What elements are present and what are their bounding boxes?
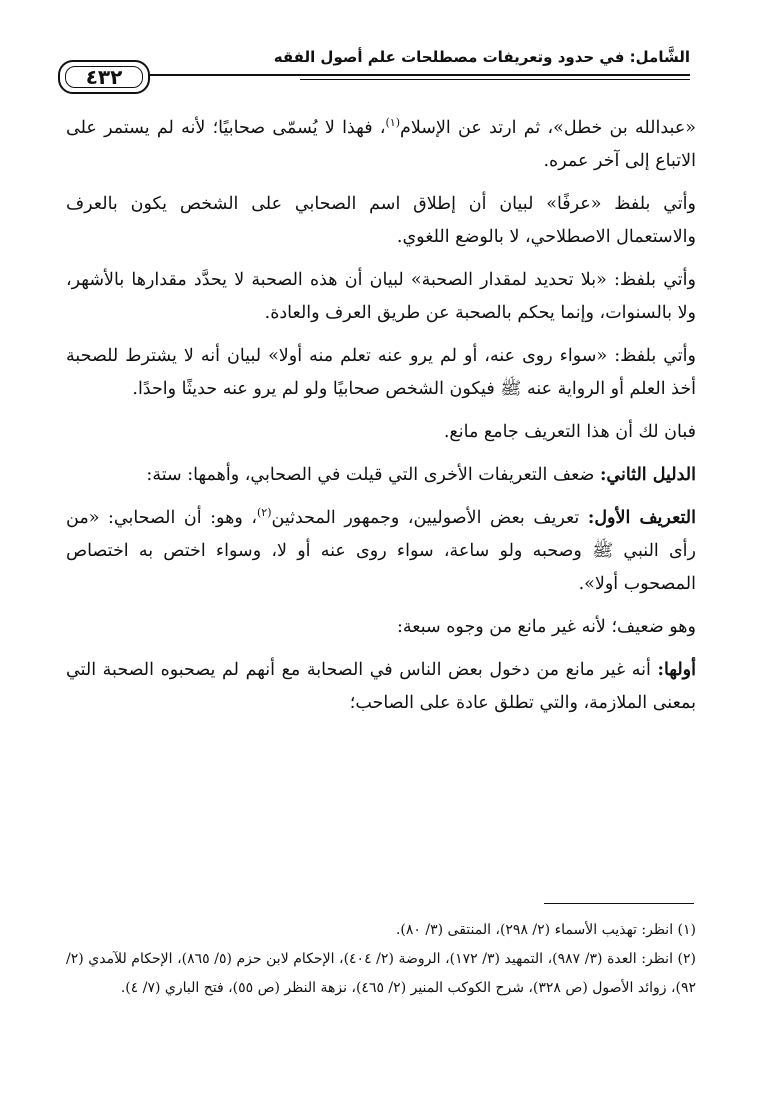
- header-rule: [300, 74, 690, 80]
- page-number: ٤٣٢: [85, 65, 123, 89]
- paragraph-8: وهو ضعيف؛ لأنه غير مانع من وجوه سبعة:: [397, 617, 696, 637]
- footnote-ref-1[interactable]: (١): [385, 116, 401, 130]
- paragraph-5: فبان لك أن هذا التعريف جامع مانع.: [443, 422, 696, 442]
- paragraph-3: وأتي بلفظ: «بلا تحديد لمقدار الصحبة» لبيان أن هذه الصحبة لا يحدَّد مقدارها بالأشهر، ولا بالسنوات، وإنما يحكم بالصحبة عن طريق العرف والعادة.: [66, 270, 696, 323]
- paragraph-6: الدليل الثاني: ضعف التعريفات الأخرى التي قيلت في الصحابي، وأهمها: ستة:: [146, 465, 696, 485]
- page-header: [58, 44, 690, 100]
- running-title: الشَّامل: في حدود وتعريفات مصطلحات علم أصول الفقه: [273, 48, 690, 66]
- lead-term: الدليل الثاني:: [599, 465, 696, 485]
- lead-term: التعريف الأول:: [587, 508, 696, 528]
- header-rule-left: [150, 74, 300, 76]
- footnotes: [66, 916, 696, 1003]
- main-text: [66, 112, 696, 730]
- paragraph-7: التعريف الأول: تعريف بعض الأصوليين، وجمهور المحدثين$^{(٢)}$، وهو: أن الصحابي: «من رأى النبي ﷺ وصحبه ولو ساعة، سواء روى عنه أو لا، وسواء اختص به اختصاص المصحوب أولا».: [66, 506, 696, 594]
- page-number-frame: [58, 60, 150, 94]
- footnote-2: (٢) انظر: العدة (٣/ ٩٨٧)، التمهيد (٣/ ١٧٢)، الروضة (٢/ ٤٠٤)، الإحكام لابن حزم (٥/ ٨٦٥)، الإحكام للآمدي (٢/ ٩٢)، زوائد الأصول (ص ٣٢٨)، شرح الكوكب المنير (٢/ ٤٦٥)، نزهة النظر (ص ٥٥)، فتح الباري (٧/ ٤).: [66, 951, 697, 996]
- paragraph-1: «عبدالله بن خطل»، ثم ارتد عن الإسلام$^{(١)}$، فهذا لا يُسمّى صحابيًا؛ لأنه لم يستمر على الاتباع إلى آخر عمره.: [66, 116, 696, 171]
- paragraph-9: أولها: أنه غير مانع من دخول بعض الناس في الصحابة مع أنهم لم يصحبوه الصحبة التي بمعنى الملازمة، والتي تطلق عادة على الصاحب؛: [66, 660, 696, 713]
- footnote-ref-2[interactable]: (٢): [257, 506, 272, 520]
- lead-term: أولها:: [657, 660, 696, 680]
- paragraph-2: وأتي بلفظ «عرفًا» لبيان أن إطلاق اسم الصحابي على الشخص يكون بالعرف والاستعمال الاصطلاحي، لا بالوضع اللغوي.: [66, 194, 696, 247]
- footnote-separator: [544, 903, 694, 904]
- paragraph-4: وأتي بلفظ: «سواء روى عنه، أو لم يرو عنه تعلم منه أولا» لبيان أنه لا يشترط للصحبة أخذ العلم أو الرواية عنه ﷺ فيكون الشخص صحابيًا ولو لم يرو عنه حديثًا واحدًا.: [66, 346, 696, 399]
- footnote-1: (١) انظر: تهذيب الأسماء (٢/ ٢٩٨)، المنتقى (٣/ ٨٠).: [395, 922, 696, 938]
